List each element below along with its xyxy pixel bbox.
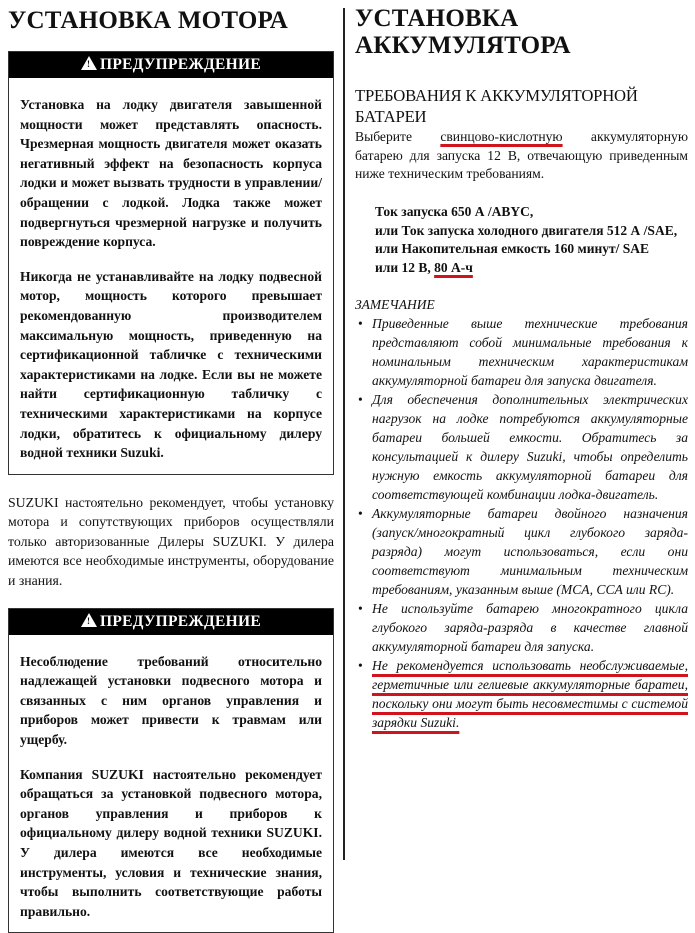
warning-paragraph: Компания SUZUKI настоятельно рекомендует обращаться за установкой подвесного мотора, органов управления и приборов к официальному дилеру водной техники SUZUKI. У дилера имеются все необходимые инструменты, условия и технические знания, чтобы выполнить соответствующие работы правильно. [20,766,322,919]
warning-triangle-icon [81,56,97,70]
left-column [8,0,334,933]
title-line-2: АККУМУЛЯТОРА [355,32,571,59]
section-title-motor-installation: УСТАНОВКА МОТОРА [8,7,289,34]
warning-paragraph: Установка на лодку двигателя завышенной мощности может представлять опасность. Чрезмерная мощность двигателя может оказать негативный эффект на безопасность корпуса лодки и может вызвать трудности в управлении/обращении с лодкой. Лодка также может подвергнуться чрезмерной нагрузке и получить повреждение корпуса. [20,97,322,250]
column-divider [343,8,345,860]
warning-body-1 [9,78,333,474]
warning-label: ПРЕДУПРЕЖДЕНИЕ [100,56,261,73]
battery-specs [375,203,688,278]
warning-header-1 [9,52,333,78]
intro-text: аккумуляторную батарею для запуска 12 В, отвечающую приведенным ниже техническим требованиям. [355,129,688,182]
note-title: ЗАМЕЧАНИЕ [355,296,435,312]
highlight-not-recommended: Не рекомендуется использовать необслуживаемые, герметичные или гелиевые аккумуляторные баратеи, поскольку они могут быть несовместимы с системой зарядки Suzuki. [372,657,688,730]
note-item: • Для обеспечения дополнительных электрических нагрузок на лодке потребуются аккумуляторные батареи большей емкости. Обратитесь за консультацией к дилеру Suzuki, чтобы определить нужную емкость аккумуляторной батареи для соответствующей комбинации лодка-двигатель. [355,390,688,504]
highlight-capacity: 80 А-ч [434,260,473,276]
note-item: • Не используйте батарею многократного цикла глубокого заряда-разряда в качестве главной аккумуляторной батареи для запуска. [355,599,688,656]
warning-label: ПРЕДУПРЕЖДЕНИЕ [100,612,261,630]
warning-paragraph: Никогда не устанавливайте на лодку подвесной мотор, мощность которого превышает рекомендованную производителем максимальную мощность, приведенную на сертификационной табличке с техническими характеристиками на лодке. Если вы не можете найти сертификационную табличку с техническими характеристиками на корпусе лодки, обратитесь к официальному дилеру водной техники Suzuki. [20,268,322,461]
highlight-lead-acid: свинцово-кислотную [440,129,563,144]
warning-paragraph: Несоблюдение требований относительно надлежащей установки подвесного мотора и связанных с ним органов управления и приборов может привести к травмам или ущербу. [20,653,322,748]
title-line-1: УСТАНОВКА [355,5,519,32]
note-item-highlighted [355,656,688,732]
battery-requirements-heading: ТРЕБОВАНИЯ К АККУМУЛЯТОРНОЙ БАТАРЕИ [355,86,638,126]
right-column [355,0,688,732]
spec-line [375,259,688,278]
battery-intro-text [355,128,688,184]
dealer-recommendation-text: SUZUKI настоятельно рекомендует, чтобы установку мотора и сопутствующих приборов осуществляли только авторизованные Дилеры SUZUKI. У дилера имеются все необходимые инструменты, оборудование и знания. [8,494,334,589]
spec-line: или Ток запуска холодного двигателя 512 А /SAE, [375,222,678,238]
notes-list [355,314,688,732]
spec-text: или 12 В, [375,260,435,276]
warning-body-2 [9,635,333,933]
spec-line: или Накопительная емкость 160 минут/ SAE [375,241,650,257]
spec-line: Ток запуска 650 А /ABYC, [375,203,534,219]
note-item: • Приведенные выше технические требования представляют собой минимальные требования к номинальным техническим характеристикам аккумуляторной батареи для запуска двигателя. [355,314,688,390]
warning-box-2 [8,608,334,933]
warning-triangle-icon [81,613,97,627]
section-title-battery-installation [355,5,688,59]
note-item: • Аккумуляторные батареи двойного назначения (запуск/многократный цикл глубокого заряда-разряда) могут использоваться, если они соответствуют минимальным техническим требованиям, указанным выше (MCA, CCA или RC). [355,504,688,599]
intro-text: Выберите [355,129,441,144]
warning-box-1 [8,51,334,475]
warning-header-2 [9,609,333,635]
